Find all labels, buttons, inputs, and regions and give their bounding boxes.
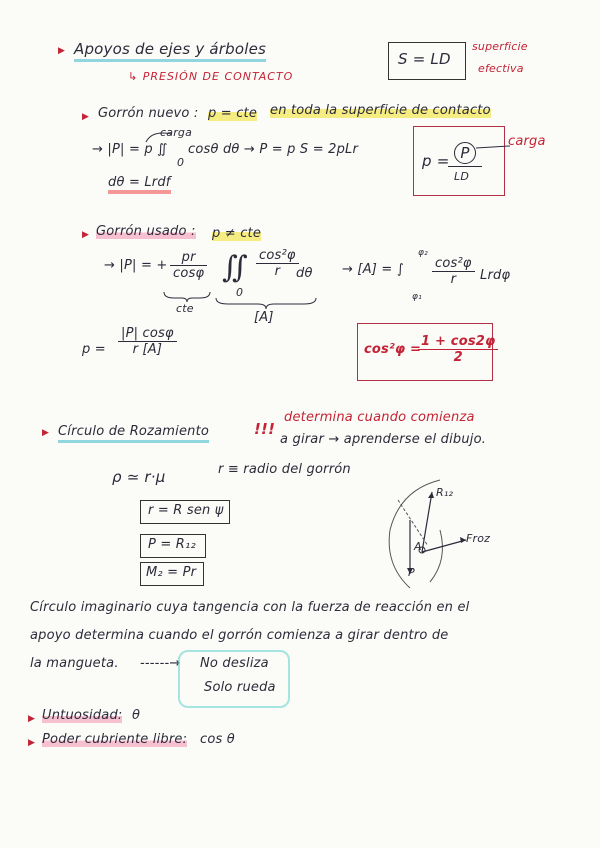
triangle-bullet-icon: ▶ [42, 428, 49, 438]
diagram-label-R: R₁₂ [436, 486, 454, 499]
new-journal-formula-rhs: cosθ dθ → P = p S = 2pLr [188, 142, 359, 157]
friction-circle-diagram [370, 470, 500, 590]
effective-surface-formula: S = LD [398, 50, 451, 68]
A-integral-upper: φ₂ [418, 248, 428, 258]
footer-item-label: Poder cubriente libre: [42, 732, 188, 747]
page-subtitle: ↳ PRESIÓN DE CONTACTO [128, 70, 294, 83]
triangle-bullet-icon: ▶ [82, 112, 89, 122]
new-journal-label: Gorrón nuevo : [98, 106, 199, 121]
triangle-bullet-icon: ▶ [58, 46, 65, 56]
used-journal-bracket-label: [A] [254, 310, 274, 325]
identity-fraction: $\frac{1 + \cos 2\varphi}{2}$ [418, 334, 498, 365]
formula-box-2: P = R₁₂ [148, 537, 196, 552]
pressure-box-numerator: P [454, 142, 476, 164]
A-integral-lower: φ₁ [412, 292, 422, 302]
effective-surface-label-1: superficie [472, 40, 528, 53]
pressure-p-lhs: p = [82, 342, 106, 357]
new-journal-condition: p = cte [208, 106, 258, 121]
A-integral-tail: Lrdφ [480, 268, 511, 283]
used-journal-fraction-2: $\frac{\text{cos²φ}}{r}$ [256, 248, 299, 279]
new-journal-formula-lhs: → |P| = p ∬ [92, 142, 168, 157]
effective-surface-label-2: efectiva [478, 62, 524, 75]
used-journal-dtheta: dθ [296, 266, 313, 281]
used-journal-fraction-1: $\frac{pr}{\cos\varphi}$ [170, 250, 207, 281]
new-journal-dtheta: dθ = Lrdf [108, 175, 171, 194]
pressure-p-fraction: $\frac{|P| \cos\varphi}{r [A]}$ [118, 326, 177, 357]
triangle-bullet-icon: ▶ [82, 230, 89, 240]
footer-item-value: θ [132, 708, 141, 723]
new-journal-description: en toda la superficie de contacto [270, 103, 491, 118]
used-journal-cte: cte [176, 302, 194, 315]
formula-box-3: M₂ = Pr [146, 565, 197, 580]
friction-circle-desc-1: determina cuando comienza [284, 410, 475, 425]
carga-pointer-icon [476, 140, 512, 152]
solo-rueda-text: Solo rueda [204, 680, 276, 695]
used-journal-condition: p ≠ cte [212, 226, 262, 241]
pressure-box-carga: carga [508, 134, 546, 149]
fraction-bar [448, 166, 482, 167]
radius-note: r ≡ radio del gorrón [218, 462, 351, 477]
A-integral-fraction: $\frac{\text{cos²φ}}{r}$ [432, 256, 475, 287]
friction-circle-heading: Círculo de Rozamiento [58, 424, 209, 443]
paragraph-arrow: ------→ [140, 656, 181, 671]
paragraph-line-1: Círculo imaginario cuya tangencia con la fuerza de reacción en el [30, 600, 470, 615]
used-journal-integral-sub: 0 [236, 286, 244, 299]
identity-lhs: cos²φ = [364, 342, 422, 357]
diagram-label-A: A [414, 540, 422, 553]
no-desliza-text: No desliza [200, 656, 269, 671]
used-journal-label: Gorrón usado : [96, 224, 196, 239]
footer-item-value: cos θ [200, 732, 235, 747]
formula-box-1: r = R sen ψ [148, 503, 224, 518]
friction-circle-desc-2: a girar → aprenderse el dibujo. [280, 432, 487, 447]
used-journal-formula-lhs: → |P| = + [104, 258, 168, 273]
underbrace-icon [162, 290, 212, 302]
diagram-label-P: P [408, 566, 415, 579]
paragraph-line-3: la mangueta. [30, 656, 119, 671]
new-journal-integral-sub: 0 [177, 156, 185, 169]
paragraph-line-2: apoyo determina cuando el gorrón comienza a girar dentro de [30, 628, 449, 643]
rho-equation: ρ ≃ r·μ [112, 468, 166, 486]
underbrace-icon [214, 296, 318, 310]
double-integral-icon: ∬ [222, 250, 248, 285]
A-integral-lhs: → [A] = ∫ [342, 262, 404, 277]
pressure-box-p: p = [422, 152, 450, 170]
pressure-box-denominator: LD [454, 170, 469, 183]
triangle-bullet-icon: ▶ [28, 738, 35, 748]
footer-item-label: Untuosidad: [42, 708, 123, 723]
friction-circle-marks: !!! [254, 420, 276, 438]
page-title: Apoyos de ejes y árboles [74, 40, 266, 62]
diagram-label-F: Froz [466, 532, 491, 545]
triangle-bullet-icon: ▶ [28, 714, 35, 724]
carga-label: carga [160, 126, 193, 139]
